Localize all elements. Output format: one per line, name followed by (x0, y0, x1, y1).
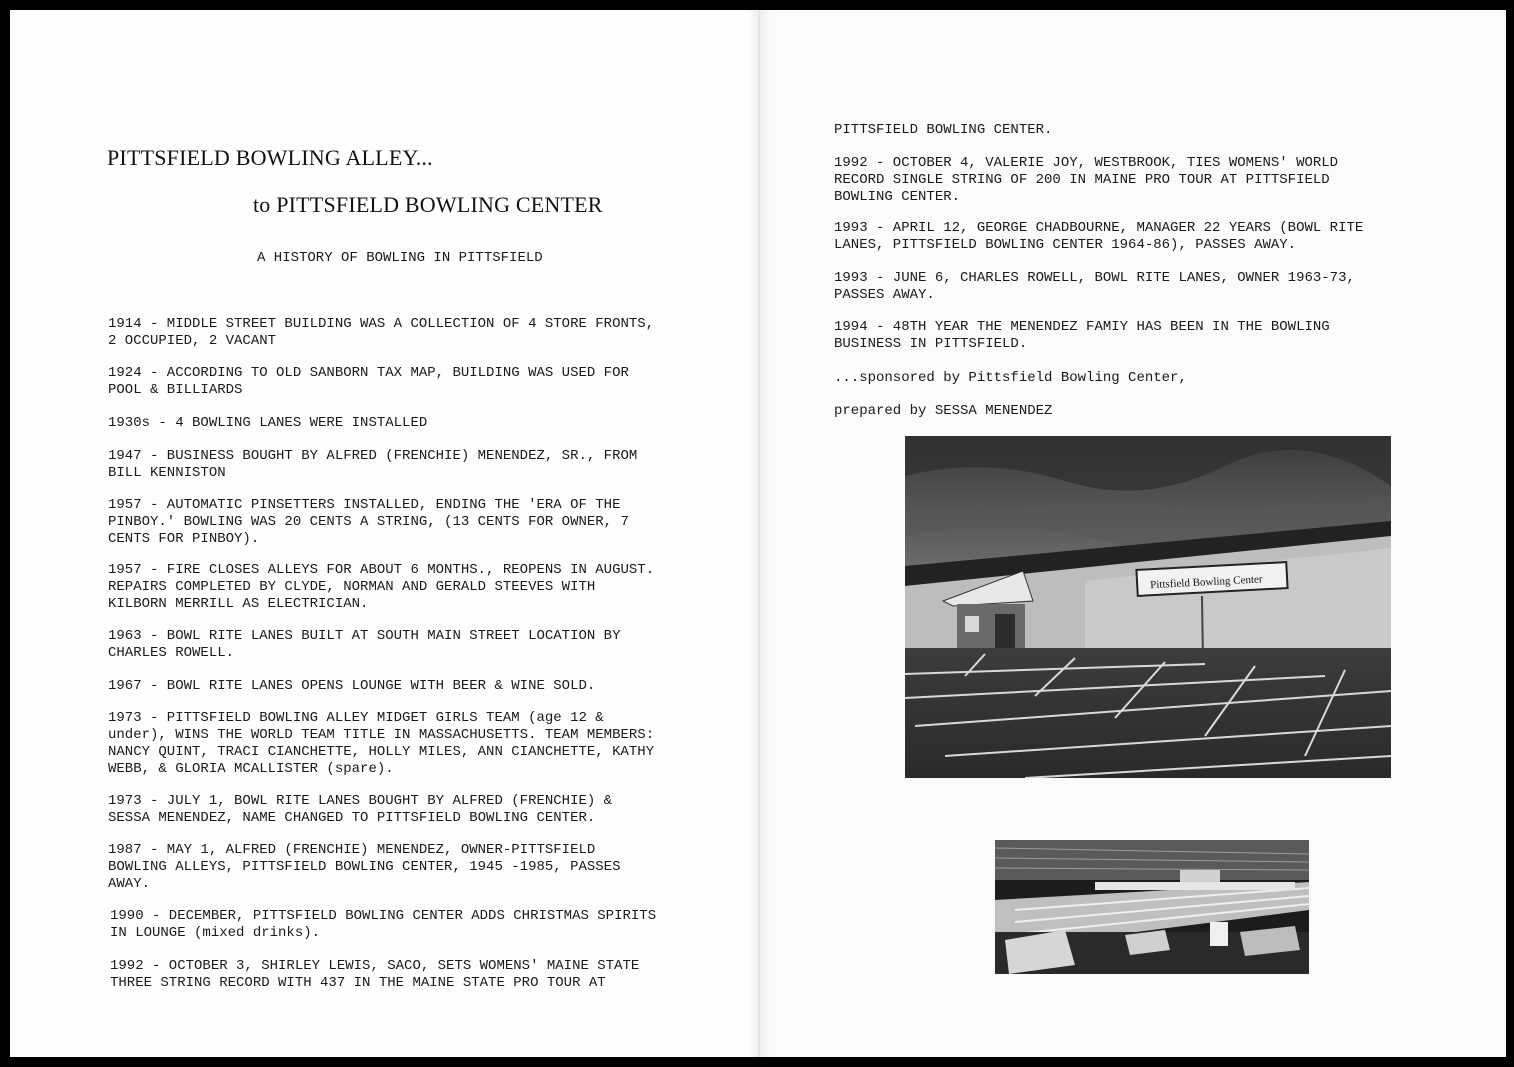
history-entry: PITTSFIELD BOWLING CENTER. (834, 122, 1053, 138)
left-page (10, 10, 758, 1057)
history-entry: 1987 - MAY 1, ALFRED (FRENCHIE) MENENDEZ, OWNER-PITTSFIELD BOWLING ALLEYS, PITTSFIELD BOWLING CENTER, 1945 -1985, PASSES AWAY. (108, 842, 621, 892)
title-line-2: to PITTSFIELD BOWLING CENTER (253, 192, 603, 217)
history-entry: 1990 - DECEMBER, PITTSFIELD BOWLING CENTER ADDS CHRISTMAS SPIRITS IN LOUNGE (mixed drinks). (110, 908, 657, 941)
history-entry: 1994 - 48TH YEAR THE MENENDEZ FAMIY HAS BEEN IN THE BOWLING BUSINESS IN PITTSFIELD. (834, 319, 1330, 352)
history-entry: 1973 - JULY 1, BOWL RITE LANES BOUGHT BY ALFRED (FRENCHIE) & SESSA MENENDEZ, NAME CHANGED TO PITTSFIELD BOWLING CENTER. (108, 793, 613, 826)
history-entry: 1930s - 4 BOWLING LANES WERE INSTALLED (108, 415, 428, 431)
page-gutter (748, 10, 770, 1057)
history-entry: 1993 - APRIL 12, GEORGE CHADBOURNE, MANAGER 22 YEARS (BOWL RITE LANES, PITTSFIELD BOWLING CENTER 1964-86), PASSES AWAY. (834, 220, 1364, 253)
building-sign-text: Pittsfield Bowling Center (1149, 573, 1263, 592)
booklet-spread (10, 10, 1506, 1057)
history-entry: 1973 - PITTSFIELD BOWLING ALLEY MIDGET GIRLS TEAM (age 12 & under), WINS THE WORLD TEAM TITLE IN MASSACHUSETTS. TEAM MEMBERS: NANCY QUINT, TRACI CIANCHETTE, HOLLY MILES, ANN CIANCHETTE, KATHY WEBB, & GLORIA MCALLISTER (spare). (108, 710, 655, 777)
subtitle: A HISTORY OF BOWLING IN PITTSFIELD (257, 250, 543, 266)
history-entry: 1992 - OCTOBER 3, SHIRLEY LEWIS, SACO, SETS WOMENS' MAINE STATE THREE STRING RECORD WITH 437 IN THE MAINE STATE PRO TOUR AT (110, 958, 640, 991)
prepared-by-line: prepared by SESSA MENENDEZ (834, 403, 1053, 419)
history-entry: 1957 - FIRE CLOSES ALLEYS FOR ABOUT 6 MONTHS., REOPENS IN AUGUST. REPAIRS COMPLETED BY CLYDE, NORMAN AND GERALD STEEVES WITH KILBORN MERRILL AS ELECTRICIAN. (108, 562, 655, 612)
history-entry: 1992 - OCTOBER 4, VALERIE JOY, WESTBROOK, TIES WOMENS' WORLD RECORD SINGLE STRING OF 200 IN MAINE PRO TOUR AT PITTSFIELD BOWLING CENTER. (834, 155, 1339, 205)
history-entry: 1967 - BOWL RITE LANES OPENS LOUNGE WITH BEER & WINE SOLD. (108, 678, 596, 694)
title-line-1: PITTSFIELD BOWLING ALLEY... (107, 145, 433, 170)
history-entry: 1963 - BOWL RITE LANES BUILT AT SOUTH MAIN STREET LOCATION BY CHARLES ROWELL. (108, 628, 621, 661)
right-page (758, 10, 1506, 1057)
history-entry: 1914 - MIDDLE STREET BUILDING WAS A COLLECTION OF 4 STORE FRONTS, 2 OCCUPIED, 2 VACANT (108, 316, 655, 349)
history-entry: 1947 - BUSINESS BOUGHT BY ALFRED (FRENCHIE) MENENDEZ, SR., FROM BILL KENNISTON (108, 448, 638, 481)
sponsor-line: ...sponsored by Pittsfield Bowling Center, (834, 370, 1187, 386)
bowling-lanes-interior-photo (995, 840, 1309, 974)
history-entry: 1993 - JUNE 6, CHARLES ROWELL, BOWL RITE LANES, OWNER 1963-73, PASSES AWAY. (834, 270, 1355, 303)
history-entry: 1924 - ACCORDING TO OLD SANBORN TAX MAP, BUILDING WAS USED FOR POOL & BILLIARDS (108, 365, 629, 398)
history-entry: 1957 - AUTOMATIC PINSETTERS INSTALLED, ENDING THE 'ERA OF THE PINBOY.' BOWLING WAS 20 CENTS A STRING, (13 CENTS FOR OWNER, 7 CENTS FOR PINBOY). (108, 497, 629, 547)
building-exterior-photo (905, 436, 1391, 778)
